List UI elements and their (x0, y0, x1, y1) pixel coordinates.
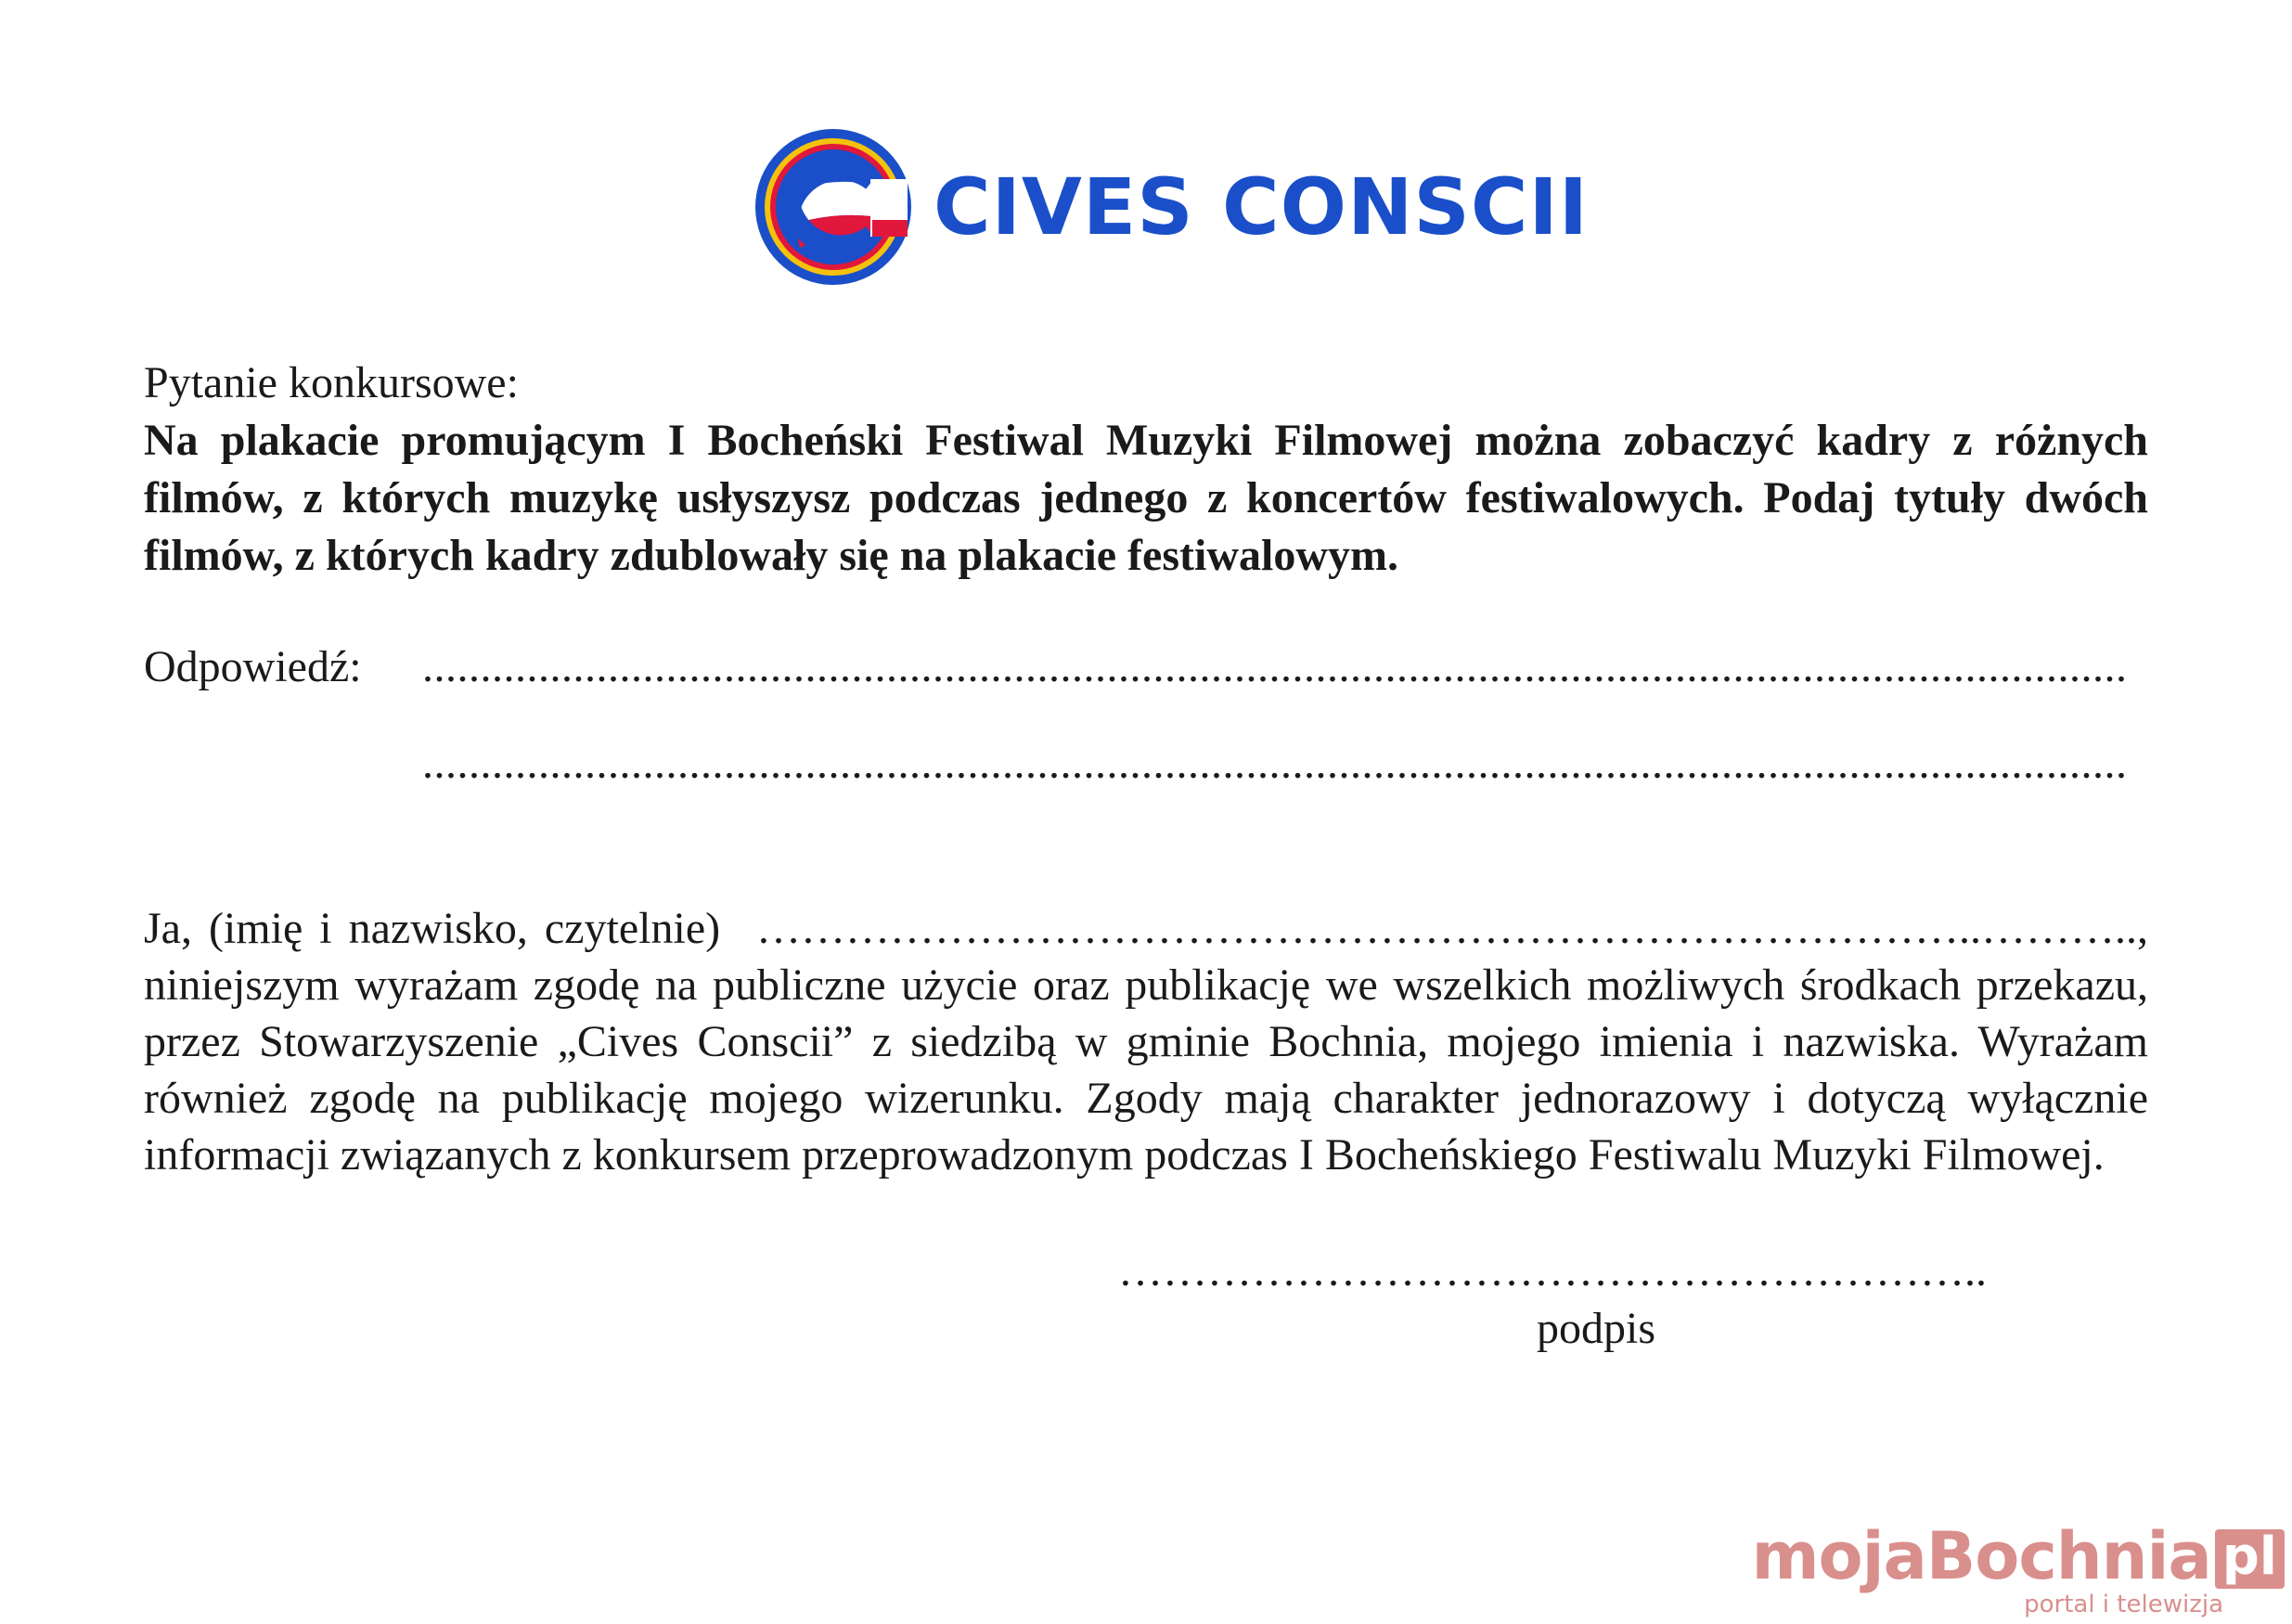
consent-name-field[interactable]: ………………………………………………………………………..……….., (756, 904, 2148, 953)
watermark-main (1751, 1518, 2285, 1594)
watermark-tagline: portal i telewizja (2024, 1591, 2223, 1618)
question-section (144, 354, 2148, 585)
signature-section (1118, 1244, 2028, 1357)
watermark-domain: pl (2215, 1529, 2285, 1589)
cives-conscii-logo (753, 125, 1589, 288)
logo-wordmark: CIVES CONSCII (934, 161, 1590, 252)
question-text: Na plakacie promującym I Bocheński Festiwal Muzyki Filmowej można zobaczyć kadry z różnych filmów, z których muzykę usłyszysz podczas jednego z koncertów festiwalowych. Podaj tytuły dwóch filmów, z których kadry zdublowały się na plakacie festiwalowym. (144, 416, 2148, 580)
answer-label: Odpowiedź: (144, 642, 362, 691)
consent-section (144, 900, 2148, 1183)
signature-label: podpis (1536, 1304, 1655, 1353)
signature-field[interactable]: ………………………………………………….. (1118, 1246, 1987, 1295)
consent-name-prefix: Ja, (imię i nazwisko, czytelnie) (144, 904, 721, 953)
watermark-brand: mojaBochnia (1751, 1518, 2211, 1594)
consent-text: niniejszym wyrażam zgodę na publiczne użycie oraz publikację we wszelkich możliwych środkach przekazu, przez Stowarzyszenie „Cives Conscii” z siedzibą w gminie Bochnia, mojego imienia i nazwiska. Wyrażam również zgodę na publikację mojego wizerunku. Zgody mają charakter jednorazowy i dotyczą wyłącznie informacji związanych z konkursem przeprowadzonym podczas I Bocheńskiego Festiwalu Muzyki Filmowej. (144, 960, 2148, 1179)
cives-conscii-emblem-icon (753, 127, 913, 287)
watermark-logo (1751, 1518, 2285, 1618)
answer-line-1[interactable]: ................................................................................................................................................... (422, 642, 2128, 691)
question-label: Pytanie konkursowe: (144, 358, 519, 407)
answer-line-2[interactable]: ................................................................................................................................................... (422, 739, 2128, 788)
consent-name-line (144, 900, 2148, 957)
